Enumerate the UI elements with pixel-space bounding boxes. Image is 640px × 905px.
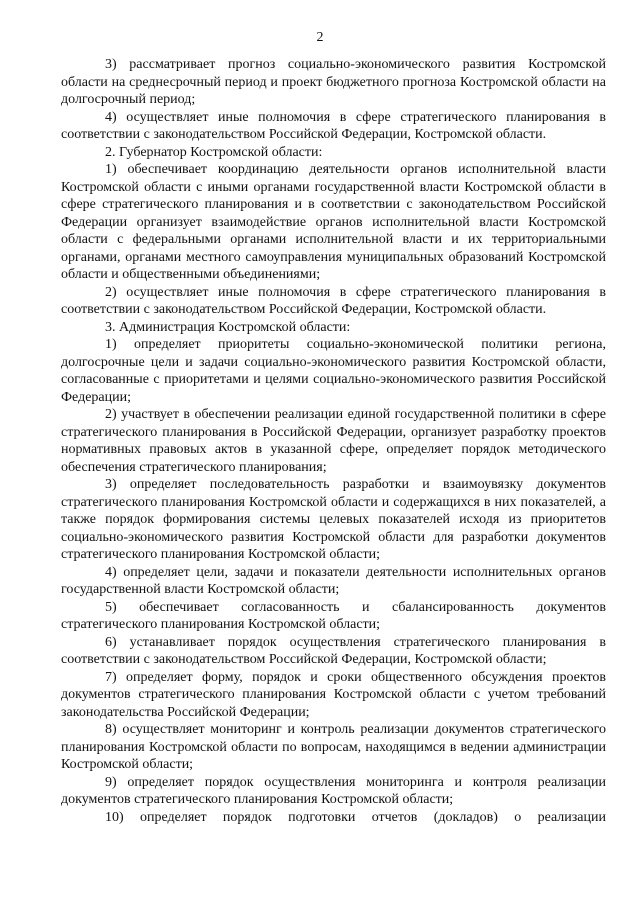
paragraph: 6) устанавливает порядок осуществления стратегического планирования в соответствии с законодательством Российской Федерации, Костромской области; xyxy=(61,634,606,667)
paragraph: 3. Администрация Костромской области: xyxy=(105,319,351,335)
paragraph: 1) определяет приоритеты социально-экономической политики региона, долгосрочные цели и задачи социально-экономического развития Костромской области, согласованные с приоритетами и целями социально-экономического развития Российской Федерации; xyxy=(61,337,606,405)
paragraph: 2) осуществляет иные полномочия в сфере стратегического планирования в соответствии с законодательством Российской Федерации, Костромской области. xyxy=(61,284,606,317)
paragraph: 3) определяет последовательность разработки и взаимоувязку документов стратегического планирования Костромской области и содержащихся в них показателей, а также порядок формирования системы целевых показателей исходя из приоритетов социально-экономического развития Костромской области для разработки документов стратегического планирования Костромской области; xyxy=(61,477,606,562)
paragraph: 8) осуществляет мониторинг и контроль реализации документов стратегического планирования Костромской области по вопросам, находящимся в ведении администрации Костромской области; xyxy=(61,722,606,772)
paragraph: 2) участвует в обеспечении реализации единой государственной политики в сфере стратегического планирования в Российской Федерации, организует разработку проектов нормативных правовых актов в указанной сфере, определяет порядок методического обеспечения стратегического планирования; xyxy=(61,407,606,475)
paragraph: 7) определяет форму, порядок и сроки общественного обсуждения проектов документов стратегического планирования Костромской области с учетом требований законодательства Российской Федерации; xyxy=(61,669,606,720)
document-body xyxy=(61,56,606,826)
paragraph: 4) осуществляет иные полномочия в сфере стратегического планирования в соответствии с законодательством Российской Федерации, Костромской области. xyxy=(61,109,606,142)
paragraph: 2. Губернатор Костромской области: xyxy=(105,144,323,160)
paragraph: 5) обеспечивает согласованность и сбалансированность документов стратегического планирования Костромской области; xyxy=(61,599,606,632)
paragraph: 3) рассматривает прогноз социально-экономического развития Костромской области на среднесрочный период и проект бюджетного прогноза Костромской области на долгосрочный период; xyxy=(61,57,606,107)
paragraph: 9) определяет порядок осуществления мониторинга и контроля реализации документов стратегического планирования Костромской области; xyxy=(61,774,606,807)
paragraph: 4) определяет цели, задачи и показатели деятельности исполнительных органов государственной власти Костромской области; xyxy=(61,564,606,597)
page-number: 2 xyxy=(316,30,324,45)
paragraph: 1) обеспечивает координацию деятельности органов исполнительной власти Костромской области с иными органами государственной власти Костромской области в сфере стратегического планирования и в соответствии с законодательством Российской Федерации организует взаимодействие органов исполнительной власти Костромской области с федеральными органами исполнительной власти и их территориальными органами, органами местного самоуправления муниципальных образований Костромской области и общественными объединениями; xyxy=(61,162,606,282)
paragraph: 10) определяет порядок подготовки отчетов (докладов) о реализации xyxy=(105,809,606,825)
